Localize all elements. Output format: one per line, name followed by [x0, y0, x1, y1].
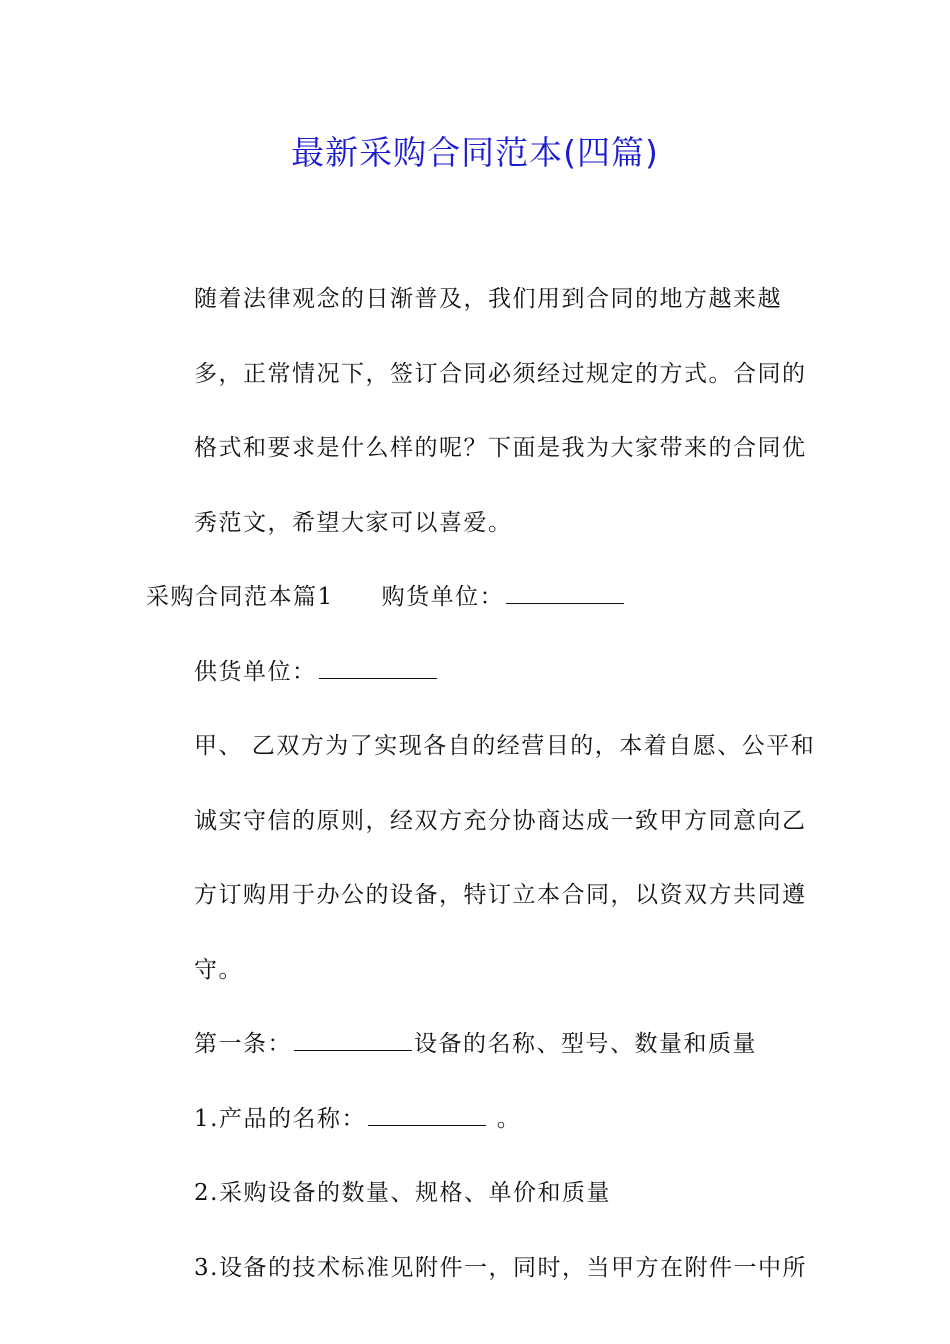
- article-1-line: [146, 1007, 816, 1082]
- section-heading: 采购合同范本篇1: [146, 584, 334, 610]
- article-1-prefix: 第一条：: [194, 1031, 292, 1057]
- item-3-line: 3.设备的技术标准见附件一，同时，当甲方在附件一中所: [194, 1254, 807, 1281]
- supplier-line: [146, 635, 816, 710]
- document-body: [146, 262, 816, 1305]
- article-1-blank: [294, 1032, 412, 1051]
- document-title: 最新采购合同范本(四篇): [291, 133, 659, 172]
- item-1-suffix: 。: [487, 1105, 522, 1132]
- section-heading-line: [146, 560, 816, 635]
- item-1-blank: [368, 1107, 486, 1126]
- supplier-blank: [319, 660, 437, 679]
- buyer-label: 购货单位：: [381, 584, 505, 610]
- article-1-suffix: 设备的名称、型号、数量和质量: [414, 1031, 757, 1057]
- intro-paragraph: 随着法律观念的日渐普及，我们用到合同的地方越来越多，正常情况下，签订合同必须经过规定的方式。合同的格式和要求是什么样的呢？下面是我为大家带来的合同优秀范文，希望大家可以喜爱。: [194, 286, 807, 536]
- preamble-paragraph: 甲、 乙双方为了实现各自的经营目的，本着自愿、公平和诚实守信的原则，经双方充分协商达成一致甲方同意向乙方订购用于办公的设备，特订立本合同，以资双方共同遵守。: [194, 733, 816, 983]
- item-1-line: [146, 1082, 816, 1157]
- item-1-prefix: 1.产品的名称：: [194, 1105, 366, 1132]
- buyer-blank: [506, 585, 624, 604]
- item-2-line: 2.采购设备的数量、规格、单价和质量: [194, 1180, 611, 1206]
- supplier-label: 供货单位：: [194, 658, 317, 685]
